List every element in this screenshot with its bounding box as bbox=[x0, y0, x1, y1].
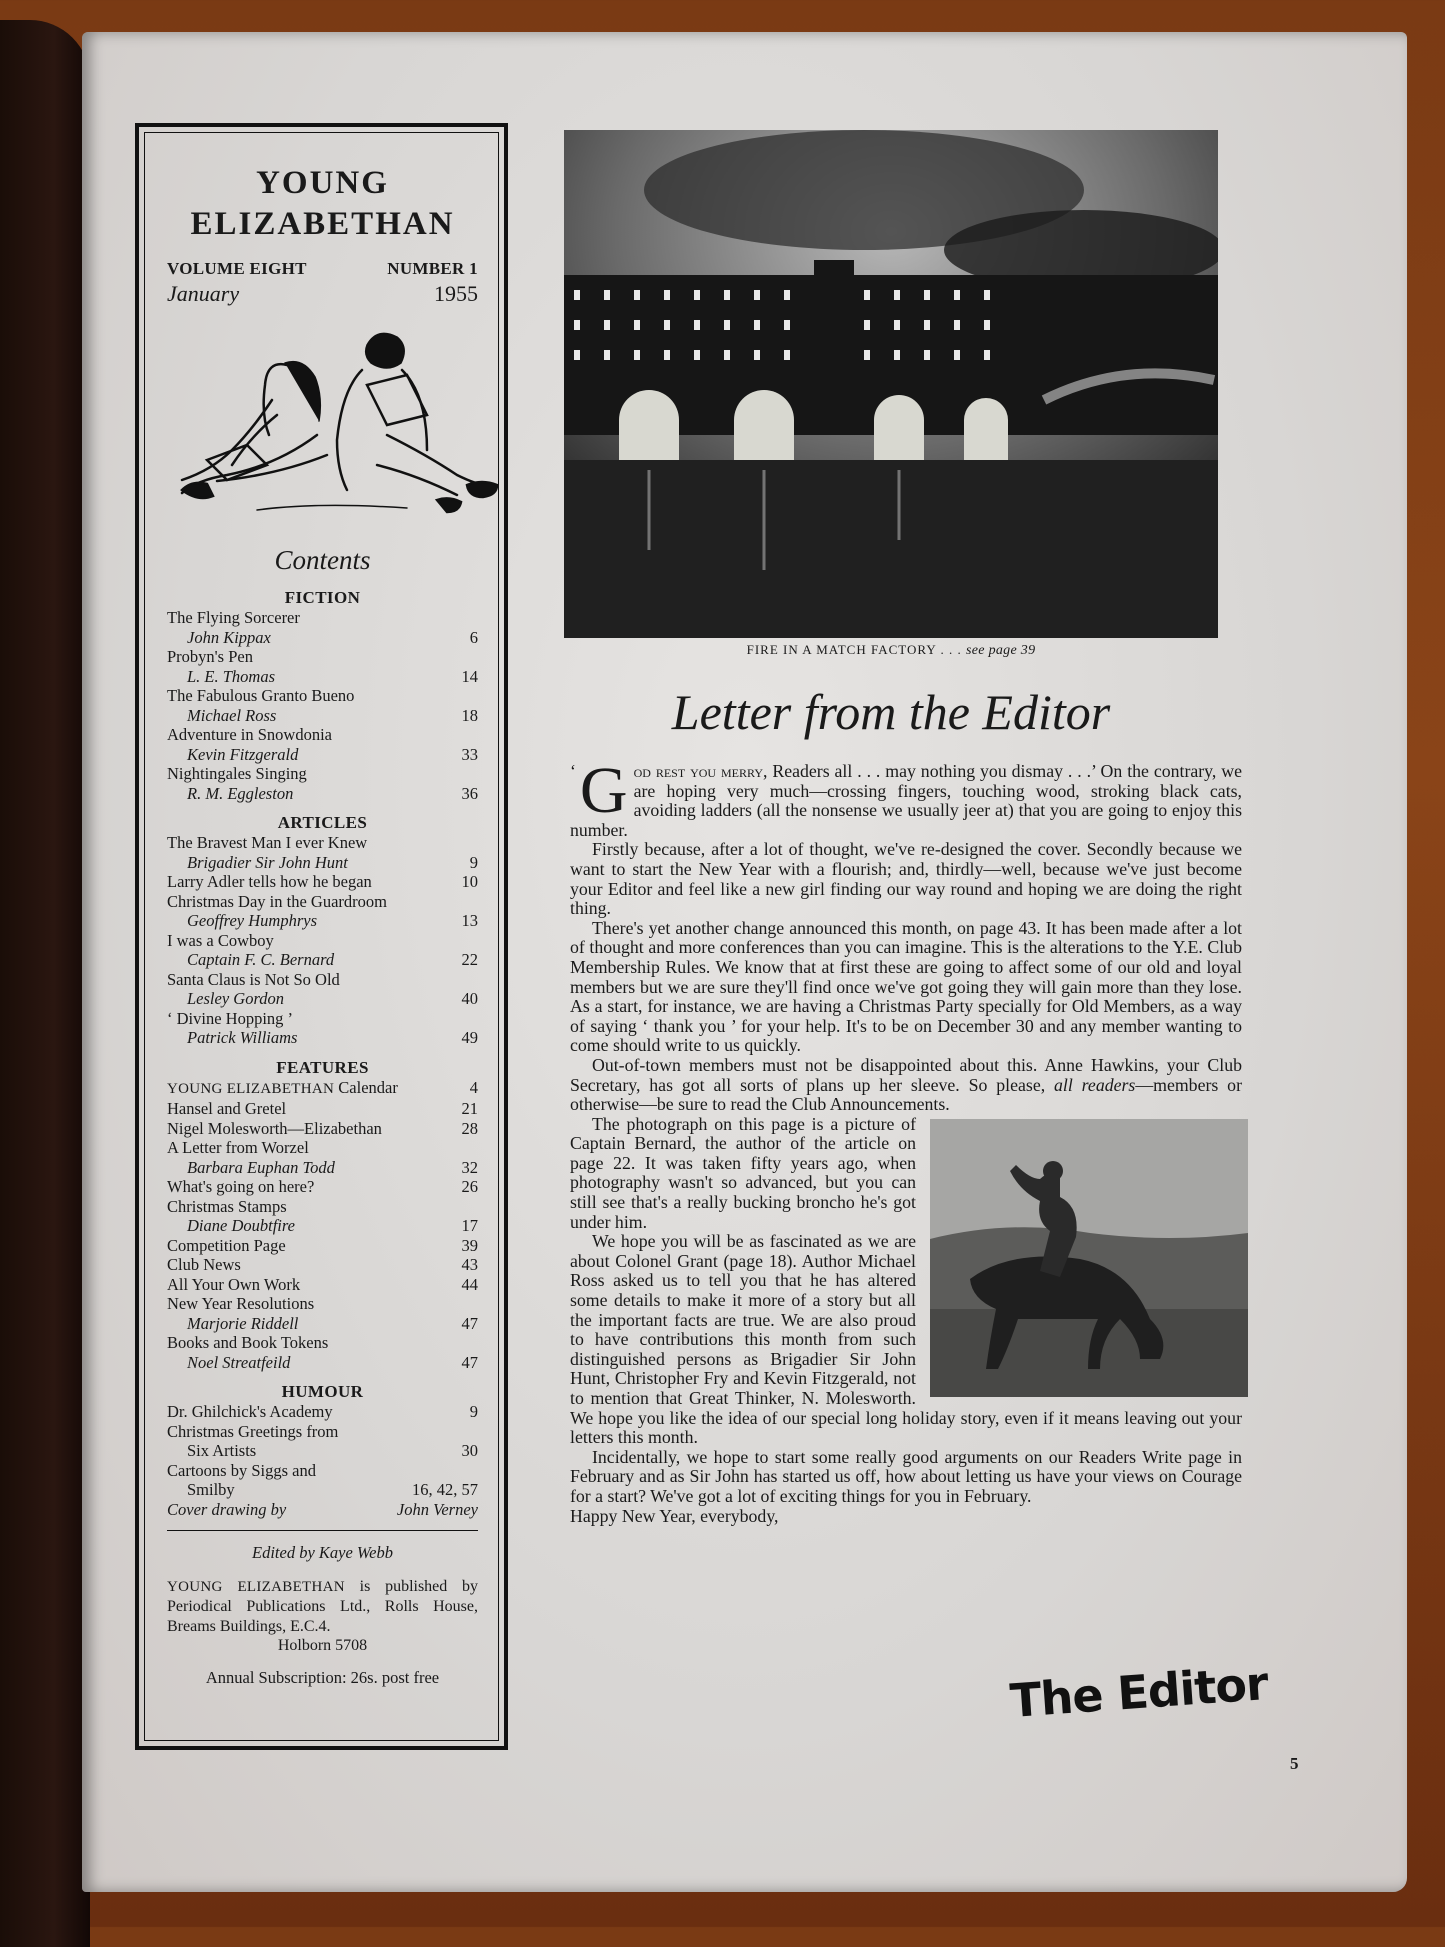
toc-title-continued: Smilby bbox=[187, 1480, 235, 1499]
toc-item-title[interactable] bbox=[167, 1422, 478, 1442]
toc-author: Patrick Williams bbox=[187, 1028, 298, 1047]
toc-item-title[interactable] bbox=[167, 1197, 478, 1217]
letter-paragraph-5: The photograph on this page is a picture of Captain Bernard, the author of the article on page 22. It was taken fifty years ago, when photography wasn't so advanced, but you can still see that's a really bucking broncho he's got under him. bbox=[570, 1113, 916, 1232]
cowboy-photo bbox=[930, 1119, 1248, 1397]
toc-item-title[interactable] bbox=[167, 1138, 478, 1158]
toc-item-author bbox=[167, 745, 478, 765]
toc-page: 6 bbox=[469, 627, 478, 647]
toc-item-author bbox=[167, 628, 478, 648]
issue-date bbox=[167, 281, 478, 307]
toc-author: Brigadier Sir John Hunt bbox=[187, 852, 348, 872]
toc-author: Geoffrey Humphrys bbox=[187, 911, 317, 930]
letter-paragraph-2: Firstly because, after a lot of thought, we've re-designed the cover. Secondly because we want to start the New Year with a flourish; and, thirdly—well, because we've just become your Editor and feel like a new girl finding our way round and hoping we are doing the right thing. bbox=[570, 839, 1242, 919]
contents-panel bbox=[135, 123, 508, 1750]
toc-title: Probyn's Pen bbox=[167, 647, 253, 666]
toc-item-author bbox=[167, 950, 478, 970]
toc-title: All Your Own Work bbox=[167, 1274, 301, 1294]
title-line-2: ELIZABETHAN bbox=[190, 206, 455, 242]
publisher-magazine-name: YOUNG ELIZABETHAN bbox=[167, 1578, 345, 1595]
toc-page: 18 bbox=[461, 705, 478, 725]
letter-paragraph-4 bbox=[570, 1056, 1242, 1115]
toc-item-author bbox=[167, 1158, 478, 1178]
toc-item[interactable] bbox=[167, 1078, 478, 1100]
toc-page: 47 bbox=[461, 1352, 478, 1372]
toc-author: Kevin Fitzgerald bbox=[187, 744, 299, 764]
section-articles: ARTICLES bbox=[277, 813, 368, 832]
edited-by: Edited by Kaye Webb bbox=[252, 1542, 393, 1562]
title-line-1: YOUNG bbox=[256, 165, 389, 201]
toc-item-author bbox=[167, 1314, 478, 1334]
toc-author: Diane Doubtfire bbox=[187, 1216, 295, 1235]
letter-title: Letter from the Editor bbox=[671, 684, 1111, 740]
toc-author: Marjorie Riddell bbox=[187, 1313, 299, 1333]
toc-page: 22 bbox=[461, 950, 478, 969]
cover-credit-name: John Verney bbox=[396, 1499, 478, 1519]
toc-page: 14 bbox=[461, 666, 478, 686]
toc-item-author bbox=[167, 1028, 478, 1048]
toc-author: Lesley Gordon bbox=[187, 989, 285, 1008]
section-humour: HUMOUR bbox=[281, 1382, 364, 1401]
toc-item[interactable] bbox=[167, 1177, 478, 1197]
issue-month: January bbox=[167, 281, 240, 306]
volume-label: VOLUME EIGHT bbox=[167, 259, 307, 278]
toc-title: Calendar bbox=[338, 1077, 398, 1097]
toc-author: John Kippax bbox=[187, 627, 271, 647]
toc-item-title[interactable] bbox=[167, 608, 478, 628]
number-label: NUMBER 1 bbox=[387, 259, 478, 278]
toc-page: 9 bbox=[469, 852, 478, 872]
publisher-address: is published by Periodical Publications Ltd., Rolls House, Breams Buildings, E.C.4. bbox=[167, 1577, 479, 1635]
facing-page-edge bbox=[0, 20, 90, 1947]
toc-page: 28 bbox=[461, 1118, 478, 1138]
letter-paragraph-7: Incidentally, we hope to start some really good arguments on our Readers Write page in February and as Sir John has started us off, how about letting us have your views on Courage for a start? We've got a lot of exciting things for you in February. bbox=[570, 1446, 1242, 1506]
toc-page: 32 bbox=[461, 1157, 478, 1177]
cover-credit bbox=[167, 1500, 478, 1520]
cover-credit-label: Cover drawing by bbox=[167, 1499, 287, 1519]
toc-item[interactable] bbox=[167, 1275, 478, 1295]
toc-title: Dr. Ghilchick's Academy bbox=[167, 1402, 333, 1421]
toc-page: 39 bbox=[461, 1235, 478, 1255]
toc-title: Nigel Molesworth—Elizabethan bbox=[167, 1118, 382, 1138]
page-number: 5 bbox=[1290, 1754, 1299, 1773]
toc-title: Adventure in Snowdonia bbox=[167, 725, 332, 744]
toc-title: Larry Adler tells how he began bbox=[167, 872, 372, 891]
toc-title: The Bravest Man I ever Knew bbox=[167, 833, 368, 852]
para4-italic: all readers bbox=[1054, 1074, 1136, 1095]
publisher-phone: Holborn 5708 bbox=[277, 1637, 368, 1654]
toc-item[interactable] bbox=[167, 1236, 478, 1256]
toc-title: Books and Book Tokens bbox=[167, 1333, 329, 1352]
toc-item-author bbox=[167, 911, 478, 931]
toc-author: Captain F. C. Bernard bbox=[187, 950, 335, 969]
toc-title: The Flying Sorcerer bbox=[167, 608, 300, 627]
toc-title: The Fabulous Granto Bueno bbox=[167, 686, 355, 705]
toc-item[interactable] bbox=[167, 1099, 478, 1119]
subscription-info: Annual Subscription: 26s. post free bbox=[205, 1667, 440, 1687]
letter-paragraph-6: We hope you will be as fascinated as we are about Colonel Grant (page 18). Author Michael Ross asked us to tell you that he has altered some details to make it more of a story but all the important facts are true. We are also proud to have contributions this month from such distinguished persons as Brigadier Sir John Hunt, Christopher Fry and Kevin Fitzgerald, not to mention that Great Thinker, N. Molesworth. We hope you like the idea of our special long holiday story, even if it means leaving out your letters this month. bbox=[570, 1231, 1242, 1448]
toc-title: Competition Page bbox=[167, 1235, 286, 1255]
section-features: FEATURES bbox=[276, 1057, 369, 1077]
toc-item-title[interactable] bbox=[167, 1333, 478, 1353]
toc-item-title[interactable] bbox=[167, 970, 478, 990]
factory-fire-photo bbox=[564, 130, 1218, 638]
para4-start: Out-of-town members must not be disappointed about this. Anne Hawkins, your Club Secretary, has got all sorts of plans up her sleeve. So please, bbox=[570, 1054, 1242, 1095]
toc-item-title[interactable] bbox=[167, 931, 478, 951]
toc-title: Club News bbox=[167, 1255, 241, 1274]
toc-title: Hansel and Gretel bbox=[167, 1099, 287, 1118]
toc-title: Christmas Stamps bbox=[167, 1196, 287, 1216]
toc-title: New Year Resolutions bbox=[167, 1294, 315, 1313]
toc-item[interactable] bbox=[167, 1402, 478, 1422]
toc-page: 4 bbox=[469, 1077, 478, 1097]
toc-item[interactable] bbox=[167, 1119, 478, 1139]
toc-item-title[interactable] bbox=[167, 1461, 478, 1481]
toc-item-continuation bbox=[167, 1480, 478, 1500]
toc-page: 40 bbox=[461, 989, 478, 1008]
toc-item-title[interactable] bbox=[167, 1294, 478, 1314]
toc-author: Michael Ross bbox=[187, 705, 277, 725]
toc-title: Christmas Day in the Guardroom bbox=[167, 891, 387, 911]
toc-page: 49 bbox=[461, 1028, 478, 1047]
toc-page: 16, 42, 57 bbox=[412, 1480, 478, 1499]
toc-item-author bbox=[167, 1216, 478, 1236]
toc-author: R. M. Eggleston bbox=[187, 783, 294, 803]
divider bbox=[167, 1530, 478, 1531]
toc-author: Noel Streatfeild bbox=[187, 1352, 291, 1372]
contents-heading: Contents bbox=[274, 545, 371, 575]
toc-item-title[interactable] bbox=[167, 764, 478, 784]
letter-paragraph-1 bbox=[570, 754, 1242, 840]
toc-page: 36 bbox=[461, 783, 478, 803]
toc-item-author bbox=[167, 667, 478, 687]
toc-title: What's going on here? bbox=[167, 1177, 315, 1196]
toc-title: Santa Claus is Not So Old bbox=[167, 969, 340, 989]
opening-smallcaps: od rest you merry, bbox=[633, 761, 768, 781]
toc-page: 9 bbox=[469, 1402, 478, 1421]
section-fiction: FICTION bbox=[284, 588, 361, 607]
caption-text: FIRE IN A MATCH FACTORY . . . bbox=[746, 642, 962, 657]
toc-item-author bbox=[167, 989, 478, 1009]
toc-page: 26 bbox=[461, 1177, 478, 1196]
toc-title: ‘ Divine Hopping ’ bbox=[167, 1008, 294, 1028]
photo-caption bbox=[564, 642, 1218, 659]
toc-page: 44 bbox=[461, 1274, 478, 1294]
opening-text: Readers all . . . may nothing you dismay . . .’ On the contrary, we are hoping very much—crossing fingers, touching wood, stroking black cats, avoiding ladders (all the nonsense we usually jeer at) that you are going to enjoy this number. bbox=[570, 761, 1242, 840]
toc-page: 17 bbox=[461, 1216, 478, 1235]
toc-item-title[interactable] bbox=[167, 725, 478, 745]
toc-title: Cartoons by Siggs and bbox=[167, 1460, 316, 1480]
toc-title: Christmas Greetings from bbox=[167, 1421, 339, 1441]
toc-item-title[interactable] bbox=[167, 833, 478, 853]
issue-year: 1955 bbox=[434, 281, 478, 306]
toc-item-title[interactable] bbox=[167, 1009, 478, 1029]
toc-title: I was a Cowboy bbox=[167, 930, 274, 950]
toc-item[interactable] bbox=[167, 1255, 478, 1275]
toc-item-author bbox=[167, 706, 478, 726]
reading-children-illustration bbox=[167, 325, 507, 525]
drop-cap: G bbox=[579, 754, 628, 827]
publisher-info bbox=[167, 1577, 478, 1656]
toc-page: 43 bbox=[461, 1255, 478, 1274]
toc-page: 30 bbox=[461, 1441, 478, 1460]
toc-page: 21 bbox=[461, 1099, 478, 1118]
toc-title: A Letter from Worzel bbox=[167, 1138, 309, 1157]
magazine-title bbox=[167, 163, 478, 245]
toc-item-author bbox=[167, 853, 478, 873]
toc-page: 10 bbox=[461, 872, 478, 891]
toc-page: 33 bbox=[461, 744, 478, 764]
toc-title-smallcaps: YOUNG ELIZABETHAN bbox=[167, 1080, 335, 1097]
issue-info bbox=[167, 259, 478, 279]
letter-closing: Happy New Year, everybody, bbox=[570, 1505, 779, 1526]
toc-item-title[interactable] bbox=[167, 647, 478, 667]
toc-item-title[interactable] bbox=[167, 686, 478, 706]
editor-letter bbox=[570, 754, 1242, 1526]
toc-item[interactable] bbox=[167, 872, 478, 892]
toc-item-author bbox=[167, 1353, 478, 1373]
caption-page-ref[interactable]: see page 39 bbox=[966, 643, 1036, 658]
editor-signature: The Editor bbox=[1008, 1656, 1270, 1728]
toc-page: 13 bbox=[461, 911, 478, 930]
letter-paragraph-3: There's yet another change announced this month, on page 43. It has been made after a lot of thought and more conferences than you can imagine. This is the alterations to the Y.E. Club Membership Rules. We know that at first these are going to affect some of our old and loyal members but we are sure they'll find once we've got going they will gain more than they lose. As a start, for instance, we are having a Christmas Party specially for Old Members, as a way of saying ‘ thank you ’ for your help. It's to be on December 30 and any member wanting to come should write to us quickly. bbox=[570, 917, 1242, 1056]
toc-item-title[interactable] bbox=[167, 892, 478, 912]
toc-title: Nightingales Singing bbox=[167, 764, 307, 783]
toc-page: 47 bbox=[461, 1313, 478, 1333]
toc-author: Barbara Euphan Todd bbox=[187, 1157, 335, 1177]
toc-item-continuation bbox=[167, 1441, 478, 1461]
toc-item-author bbox=[167, 784, 478, 804]
toc-author: L. E. Thomas bbox=[187, 666, 276, 686]
toc-title-continued: Six Artists bbox=[187, 1441, 257, 1460]
open-quote: ‘ bbox=[570, 761, 576, 781]
para4-end: —members or otherwise—be sure to read the Club Announcements. bbox=[570, 1074, 1242, 1115]
